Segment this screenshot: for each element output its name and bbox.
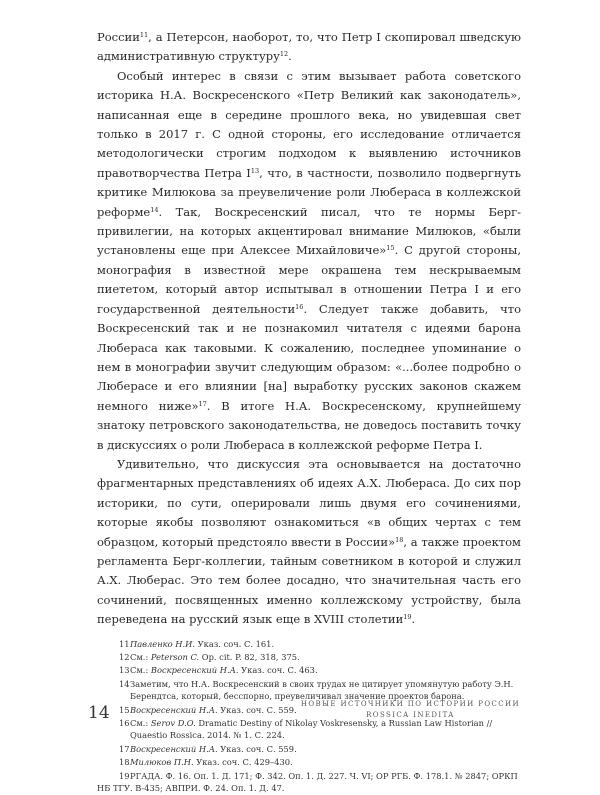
running-head-series: ROSSICA INEDITA: [366, 711, 455, 719]
text-run: .: [288, 49, 292, 64]
footnote-text: [130, 638, 521, 650]
paragraph: [97, 28, 521, 67]
text-run: .: [411, 612, 416, 627]
text-run: Указ. соч. С. 161.: [195, 638, 275, 649]
footnote-ref: 15: [386, 244, 395, 253]
footnote-ref: 16: [295, 302, 304, 311]
text-run: . Следует также добавить, что Воскресенский так и не познакомил читателя с идеями барона Любераса как таковыми. К сожалению, последнее упоминание о нем в монографии звучит следующим образом: «...более подробно о Люберасе и его влиянии [на] выработку русских законов скажем немного ниже»: [97, 301, 521, 413]
footnote-number: 13: [119, 665, 130, 676]
footnote: [97, 651, 521, 663]
footnote: [97, 743, 521, 755]
footnote: [97, 770, 521, 795]
text-run: Op. cit. P. 82, 318, 375.: [199, 652, 300, 662]
author-name: Милюков П.Н.: [130, 757, 194, 768]
paragraph: [97, 67, 521, 455]
running-head: [301, 699, 520, 721]
footnote-number: 15: [119, 704, 130, 715]
footnote-ref: 18: [395, 535, 404, 544]
text-run: Указ. соч. С. 429–430.: [193, 757, 293, 768]
footnote: [97, 756, 521, 768]
text-run: Dramatic Destiny of Nikolay Voskresensky, a Russian Law Historian // Quaestio Rossica. 2014. № 1. С. 224.: [130, 718, 493, 741]
footnote-number: 19: [119, 770, 130, 781]
text-run: РГАДА. Ф. 16. Оп. 1. Д. 171; Ф. 342. Оп. 1. Д. 227. Ч. VI; ОР РГБ. Ф. 178.1. № 2847; ОРКП НБ ТГУ. В-435; АВПРИ. Ф. 24. Оп. 1. Д. 47.: [97, 770, 518, 794]
page-number: 14: [88, 703, 110, 723]
text-run: Удивительно, что дискуссия эта основывается на достаточно фрагментарных представлениях об идеях А.Х. Любераса. До сих пор историки, по сути, оперировали лишь двумя его сочинениями, которые якобы позволяют ознакомиться «в общих чертах с тем образцом, который предстояло ввести в России»: [97, 456, 521, 549]
footnote-text: [130, 743, 521, 755]
footnote-ref: 17: [198, 399, 207, 408]
text-run: Указ. соч. С. 463.: [238, 665, 318, 676]
footnote-text: [97, 771, 518, 793]
text-run: . С другой стороны, монография в известной мере окрашена тем нескрываемым пиететом, который автор испытывал в отношении Петра I и его государственной деятельности: [97, 243, 521, 316]
text-run: , а также проектом регламента Берг-коллегии, тайным советником в которой и служил А.Х. Люберас. Это тем более досадно, что значительная часть его сочинений, посвященных именно коллежскому устройству, была переведена на русский язык еще в XVIII столетии: [97, 534, 521, 627]
body-text: [97, 28, 521, 630]
author-name: Peterson C.: [150, 652, 200, 662]
footnote-text: [130, 756, 521, 768]
author-name: Воскресенский Н.А.: [130, 743, 218, 754]
text-run: См.:: [130, 718, 151, 729]
text-run: , что, в частности, позволило подвергнуть критике Милюкова за преувеличение роли Любераса в коллежской реформе: [97, 165, 521, 219]
text-run: Заметим, что Н.А. Воскресенский в своих трудах не цитирует упомянутую работу Э.Н. Берендтса, который, бесспорно, преувеличивал значение проектов барона.: [130, 678, 514, 702]
text-run: См.:: [130, 652, 151, 662]
author-name: Павленко Н.И.: [130, 638, 196, 649]
footnote-number: 11: [119, 638, 130, 649]
footnote-number: 12: [119, 652, 130, 662]
footnote: [97, 638, 521, 650]
text-run: , а Петерсон, наоборот, то, что Петр I скопировал шведскую административную структуру: [97, 30, 521, 64]
footnote-text: [130, 664, 521, 676]
text-run: Указ. соч. С. 559.: [217, 704, 297, 715]
text-run: Особый интерес в связи с этим вызывает работа советского историка Н.А. Воскресенского «Петр Великий как законодатель», написанная еще в середине прошлого века, но увидевшая свет только в 2017 г. С одной стороны, его исследование отличается методологически строгим подходом к выявлению источников правотворчества Петра I: [97, 68, 521, 180]
footnote-number: 16: [119, 718, 130, 729]
footnote-text: [130, 651, 521, 663]
footnote: [97, 664, 521, 676]
footnote-number: 17: [119, 743, 130, 754]
text-run: . В итоге Н.А. Воскресенскому, крупнейшему знатоку петровского законодательства, не доведось поставить точку в дискуссиях о роли Любераса в коллежской реформе Петра I.: [97, 398, 521, 452]
footnote-number: 14: [119, 678, 130, 689]
paragraph: [97, 455, 521, 630]
text-run: Указ. соч. С. 559.: [217, 743, 297, 754]
author-name: Serov D.O.: [150, 718, 196, 729]
footnote-ref: 13: [250, 166, 260, 175]
text-run: России: [97, 30, 140, 44]
footnote-ref: 14: [150, 205, 159, 214]
footnote-ref: 11: [139, 31, 149, 39]
author-name: Воскресенский Н.А.: [150, 665, 239, 676]
footnote-ref: 19: [403, 613, 412, 622]
running-head-title: НОВЫЕ ИСТОЧНИКИ ПО ИСТОРИИ РОССИИ: [300, 700, 520, 708]
page-body: [97, 28, 521, 795]
text-run: См.:: [130, 665, 151, 676]
author-name: Воскресенский Н.А.: [130, 704, 218, 715]
text-run: . Так, Воскресенский писал, что те нормы Берг-привилегии, на которых акцентировал внимание Милюков, «были установлены еще при Алексее Михайловиче»: [97, 204, 521, 258]
footnote-number: 18: [119, 757, 130, 768]
footnote-ref: 12: [279, 50, 289, 59]
